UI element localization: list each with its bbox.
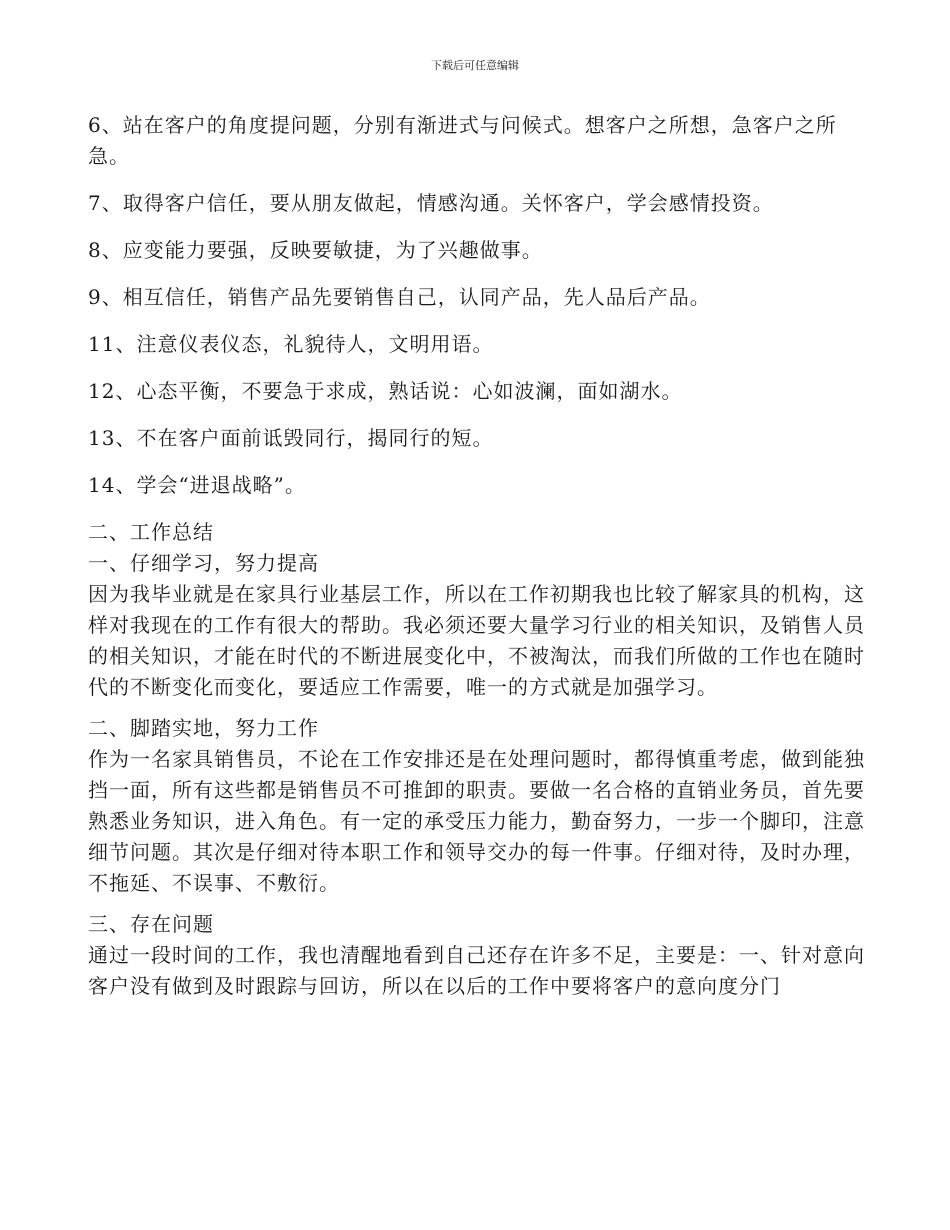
list-item: 12、心态平衡，不要急于求成，熟话说：心如波澜，面如湖水。 <box>88 379 683 403</box>
list-item: 8、应变能力要强，反映要敏捷，为了兴趣做事。 <box>88 238 543 262</box>
page-header: 下载后可任意编辑 <box>431 59 519 72</box>
list-item: 9、相互信任，销售产品先要销售自己，认同产品，先人品后产品。 <box>88 285 711 309</box>
subsection-heading: 二、脚踏实地，努力工作 <box>88 716 319 740</box>
list-item: 7、取得客户信任，要从朋友做起，情感沟通。关怀客户，学会感情投资。 <box>88 191 774 215</box>
section-heading: 二、工作总结 <box>88 520 214 544</box>
subsection-heading: 一、仔细学习，努力提高 <box>88 551 319 575</box>
list-item: 14、学会“进退战略”。 <box>88 473 306 497</box>
paragraph: 通过一段时间的工作，我也清醒地看到自己还存在许多不足，主要是：一、针对意向客户没有做到及时跟踪与回访，所以在以后的工作中要将客户的意向度分门 <box>88 943 865 998</box>
list-item: 13、不在客户面前诋毁同行，揭同行的短。 <box>88 426 494 450</box>
paragraph: 作为一名家具销售员，不论在工作安排还是在处理问题时，都得慎重考虑，做到能独挡一面，所有这些都是销售员不可推卸的职责。要做一名合格的直销业务员，首先要熟悉业务知识，进入角色。有一定的承受压力能力，勤奋努力，一步一个脚印，注意细节问题。其次是仔细对待本职工作和领导交办的每一件事。仔细对待，及时办理，不拖延、不误事、不敷衍。 <box>88 747 865 895</box>
document-body <box>88 110 868 1002</box>
section-heading: 三、存在问题 <box>88 912 214 936</box>
list-item: 6、站在客户的角度提问题，分别有渐进式与问候式。想客户之所想，急客户之所急。 <box>88 113 837 168</box>
paragraph: 因为我毕业就是在家具行业基层工作，所以在工作初期我也比较了解家具的机构，这样对我现在的工作有很大的帮助。我必须还要大量学习行业的相关知识，及销售人员的相关知识，才能在时代的不断进展变化中，不被淘汰，而我们所做的工作也在随时代的不断变化而变化，要适应工作需要，唯一的方式就是加强学习。 <box>88 582 865 699</box>
list-item: 11、注意仪表仪态，礼貌待人，文明用语。 <box>88 332 494 356</box>
